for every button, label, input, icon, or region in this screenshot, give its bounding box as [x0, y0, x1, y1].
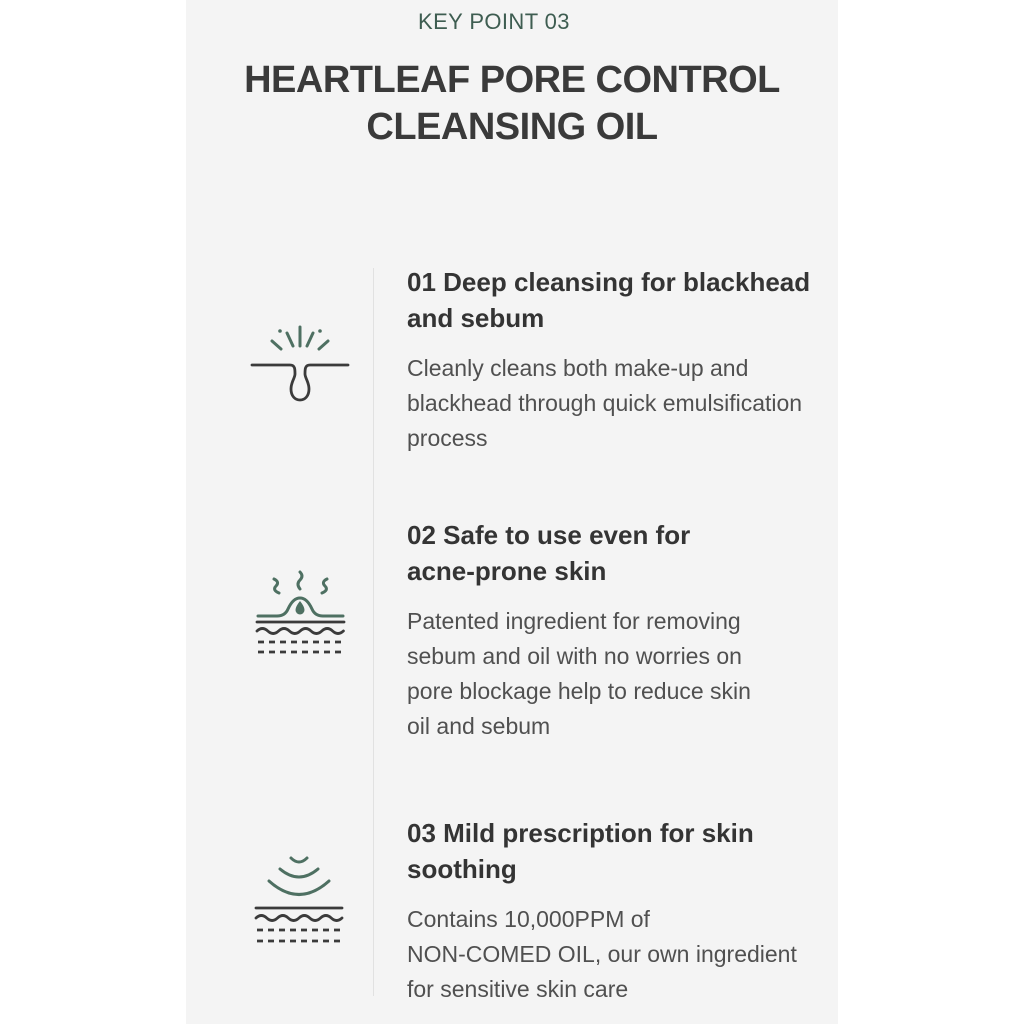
- pore-cleansing-icon-graphic: [250, 322, 350, 402]
- soothing-waves: [269, 858, 329, 895]
- irritation-rays: [274, 572, 327, 593]
- ray-left: [274, 579, 279, 593]
- wave-large: [269, 881, 329, 895]
- item-heading: [407, 264, 827, 336]
- item-description-line: blackhead through quick emulsification: [407, 390, 803, 416]
- acne-skin-icon: [253, 570, 348, 660]
- ray-outer-right: [319, 341, 328, 349]
- item-heading: [407, 815, 827, 887]
- item-description-line: sebum and oil with no worries on: [407, 643, 742, 669]
- soothing-skin-icon-graphic: [253, 852, 345, 947]
- item-heading-line: 03 Mild prescription for skin: [407, 818, 754, 848]
- item-description-line: process: [407, 425, 488, 451]
- wave-medium: [280, 869, 318, 877]
- item-description-line: Cleanly cleans both make-up and: [407, 355, 749, 381]
- vertical-divider: [373, 268, 374, 996]
- item-description-line: oil and sebum: [407, 713, 551, 739]
- item-description-line: pore blockage help to reduce skin: [407, 678, 751, 704]
- product-title: [186, 57, 838, 151]
- key-point-item-2: [407, 517, 827, 744]
- skin-wave-line: [257, 629, 343, 634]
- skin-wave-line: [256, 916, 342, 921]
- wave-small: [291, 858, 307, 862]
- key-point-item-3: [407, 815, 827, 1007]
- item-heading-line: and sebum: [407, 303, 545, 333]
- product-title-line-2: CLEANSING OIL: [366, 106, 658, 148]
- pimple-drop: [296, 601, 305, 615]
- key-point-label: KEY POINT 03: [418, 9, 570, 34]
- ray-outer-left: [272, 341, 281, 349]
- key-point-item-1: [407, 264, 827, 456]
- item-heading-line: 01 Deep cleansing for blackhead: [407, 267, 811, 297]
- item-description-line: Patented ingredient for removing: [407, 608, 741, 634]
- ray-right: [322, 579, 327, 593]
- ray-right: [307, 333, 313, 346]
- item-description: [407, 351, 827, 456]
- pore-cleansing-icon: [250, 322, 350, 402]
- soothing-skin-icon: [253, 852, 345, 947]
- item-description-line: Contains 10,000PPM of: [407, 906, 650, 932]
- item-description: [407, 902, 827, 1007]
- item-heading: [407, 517, 827, 589]
- ray-center: [298, 572, 302, 589]
- item-heading-line: acne-prone skin: [407, 556, 607, 586]
- skin-surface-with-pore: [252, 365, 348, 400]
- item-description-line: for sensitive skin care: [407, 976, 629, 1002]
- content-panel: [186, 0, 838, 1024]
- item-heading-line: soothing: [407, 854, 517, 884]
- cleansing-rays: [272, 327, 328, 349]
- item-description-line: NON-COMED OIL, our own ingredient: [407, 941, 797, 967]
- item-description: [407, 604, 827, 744]
- ray-dot-right: [318, 329, 322, 333]
- product-title-line-1: HEARTLEAF PORE CONTROL: [244, 59, 780, 101]
- acne-skin-icon-graphic: [253, 570, 348, 660]
- ray-dot-left: [278, 329, 282, 333]
- item-heading-line: 02 Safe to use even for: [407, 520, 691, 550]
- ray-left: [287, 333, 293, 346]
